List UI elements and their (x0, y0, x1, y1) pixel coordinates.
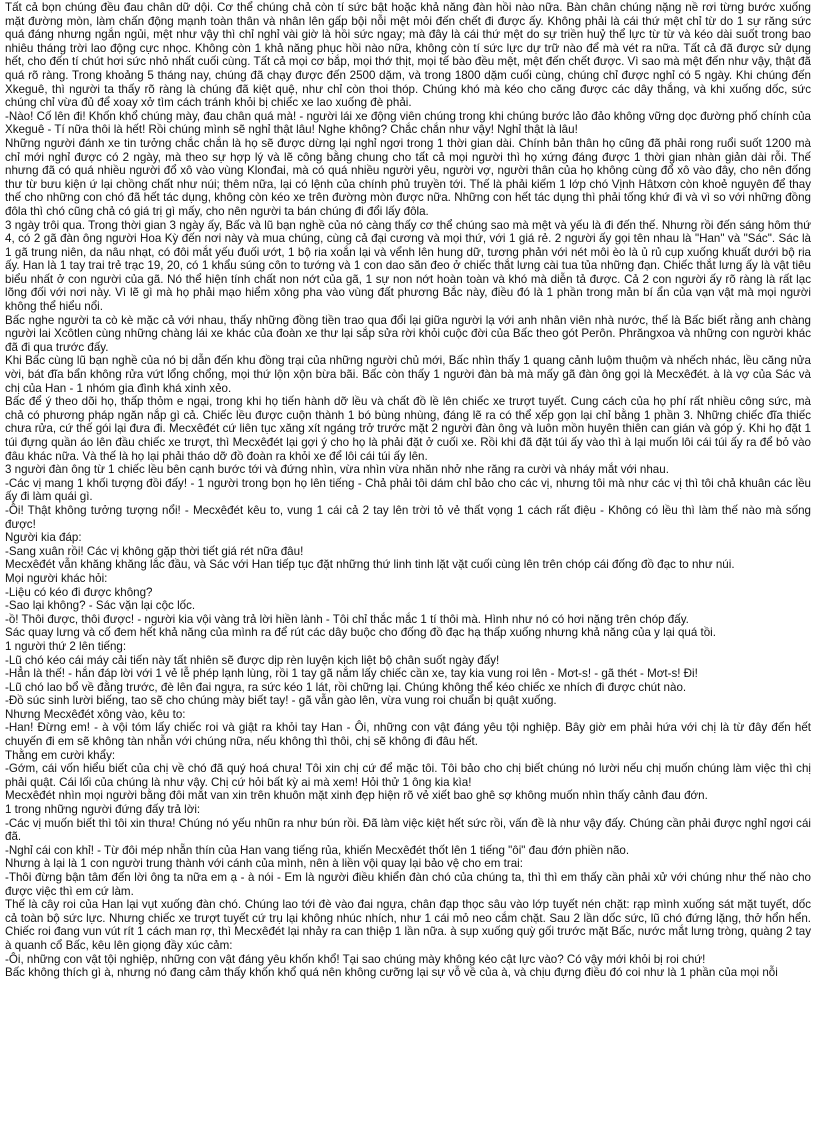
paragraph: Mecxêđét nhìn mọi người bằng đôi mắt van xin trên khuôn mặt xinh đẹp hiện rõ vẻ xiết bao ghê sợ không muốn nhìn thấy cảnh đau đớn. (5, 789, 708, 803)
paragraph: Những người đánh xe tin tưởng chắc chắn là họ sẽ được dừng lại nghỉ ngơi trong 1 thời gian dài. Chính bản thân họ cũng đã phải rong ruổi suốt 1200 mà chỉ mới nghỉ được có 2 ngày, mà theo sự hợp lý và lẽ công bằng chung cho tất cả mọi người thì họ xứng đáng được 1 thời gian nhàn giản dài rỗi. Thế nhưng đã có quá nhiều người đổ xô vào vùng Klonđai, mà có quá nhiều người yêu, người vợ, người thân của họ không cùng đổ xô vào đây, cho nên đống thư từ bưu kiện ứ lại chồng chất như núi; thêm nữa, lại có lệnh của chính phủ truyền tới. Thế là phải kiếm 1 lớp chó Vịnh Hâtxơn còn khoẻ nguyên để thay thế cho những con chó đã hết tác dụng, không còn kéo xe trên đường mòn được nữa. Những con hết tác dụng thì phải tống khứ đi và vì so với những đồng đôla thì chó cũng chả có giá trị gì mấy, cho nên người ta bán chúng đi đổi lấy đôla. (5, 136, 811, 218)
paragraph: Bấc không thích gì à, nhưng nó đang cảm thấy khốn khổ quá nên không cưỡng lại sự vỗ về của à, và chịu đựng điều đó coi như là 1 phần của mọi nỗi (5, 966, 778, 980)
paragraph: -Han! Đừng em! - à vội tóm lấy chiếc roi và giật ra khỏi tay Han - Ôi, những con vật đáng yêu tội nghiệp. Bây giờ em phải hứa với chị là từ đây đến hết chuyến đi em sẽ không tàn nhẫn với chúng nữa, nếu không thì thôi, chị sẽ không đi đâu hết. (5, 721, 811, 749)
paragraph: -Lũ chó lao bổ về đằng trước, đè lên đai ngựa, ra sức kéo 1 lát, rồi chững lại. Chúng không thể kéo chiếc xe nhích đi được chút nào. (5, 680, 687, 694)
paragraph: -Các vị mang 1 khối tượng đồi đấy! - 1 người trong bọn họ lên tiếng - Chả phải tôi dám chỉ bảo cho các vị, nhưng tôi mà như các vị thì tôi chả khuân các lều ấy đi làm quái gì. (5, 476, 811, 504)
paragraph: 3 ngày trôi qua. Trong thời gian 3 ngày ấy, Bấc và lũ bạn nghề của nó càng thấy cơ thể chúng sao mà mệt và yếu là đi đến thế. Nhưng rồi đến sáng hôm thứ 4, có 2 gã đàn ông người Hoa Kỳ đến nơi này và mua chúng, cùng cả đại cương và mọi thứ, với 1 giá rẻ. 2 người ấy gọi tên nhau là "Han" và "Sác". Sác là 1 gã trung niên, da nâu nhạt, có đôi mắt yếu đuối ướt, 1 bộ ria xoắn lại và vểnh lên hung dữ, tương phản với nét môi èo là ủ rủ cụp xuống khuất dưới bộ ria ấy. Han là 1 tay trai trẻ trạc 19, 20, có 1 khẩu súng côn to tướng và 1 con dao săn đeo ở chiếc thắt lưng cài tua tủa những đạn. Chiếc thắt lưng ấy là vật tiêu biểu nhất ở con người của gã. Nó thể hiện tính chất non nớt của gã, 1 sự non nớt hoàn toàn và khó mà diễn tả được. Cả 2 con người ấy rõ ràng là rất lạc lõng đối với nơi này. Vì lẽ gì mà họ phải mạo hiểm xông pha vào vùng đất phương Bắc này, điều đó là 1 phần trong mản bí ẩn của vạn vật mà mọi người không thể hiểu nổi. (5, 218, 811, 314)
paragraph: Bấc nghe người ta cò kè mặc cả với nhau, thấy những đồng tiền trao qua đổi lại giữa người lạ với anh nhân viên nhà nước, thế là Bấc biết rằng anh chàng người lai Xcôtlen cùng những chàng lái xe khác của đoàn xe thư lại sắp sửa rời khỏi cuộc đời của Bấc theo gót Perôn. Phrăngxoa và những con người khác đã đi qua trước đấy. (5, 313, 811, 354)
paragraph: -Nghỉ cái con khỉ! - Từ đôi mép nhẵn thín của Han vang tiếng rủa, khiến Mecxêđét thốt lên 1 tiếng "ôi" đau đớn phiền não. (5, 843, 630, 857)
paragraph: Sác quay lưng và cố đem hết khả năng của mình ra để rút các dây buộc cho đống đồ đạc hạ thấp xuống nhưng khả năng của y lại quá tồi. (5, 626, 716, 640)
paragraph: 1 trong những người đứng đấy trả lời: (5, 803, 201, 817)
paragraph: -Sang xuân rồi! Các vị không gặp thời tiết giá rét nữa đâu! (5, 544, 304, 558)
paragraph: Nhưng Mecxêđét xông vào, kêu to: (5, 707, 186, 721)
paragraph: -Nào! Cố lên đi! Khốn khổ chúng mày, đau chân quá mà! - người lái xe động viên chúng trong khi chúng bước lảo đảo không vững dọc đường phố chính của Xkeguê - Tí nữa thôi là hết! Rồi chúng mình sẽ nghỉ thật lâu! Nghe không? Chắc chắn như vậy! Nghỉ thật là lâu! (5, 109, 811, 137)
paragraph: 1 người thứ 2 lên tiếng: (5, 639, 127, 653)
paragraph: -Hẳn là thế! - hắn đáp lời với 1 vẻ lễ phép lạnh lùng, rồi 1 tay gã nắm lấy chiếc cần xe, tay kia vung roi lên - Mơt-s! - gã thét - Mơt-s! Đi! (5, 667, 698, 681)
paragraph: -Ôi, những con vật tội nghiệp, những con vật đáng yêu khốn khổ! Tại sao chúng mày không kéo cật lực vào? Có vậy mới khỏi bị roi chứ! (5, 952, 706, 966)
paragraph: -Sao lại không? - Sác vặn lại cộc lốc. (5, 599, 196, 613)
paragraph: Khi Bấc cùng lũ bạn nghề của nó bị dẫn đến khu đồng trại của những người chủ mới, Bấc nhìn thấy 1 quang cảnh luộm thuộm và nhếch nhác, lều căng nửa vời, bát đĩa bẩn không rửa vứt lổng chổng, mọi thứ lộn xộn bừa bãi. Bấc còn thấy 1 người đàn bà mà mấy gã đàn ông gọi là Mecxêđét. à là vợ của Sác và chị của Han - 1 nhóm gia đình khá xinh xẻo. (5, 354, 811, 395)
paragraph: Tất cả bọn chúng đều đau chân dữ dội. Cơ thể chúng chả còn tí sức bật hoặc khả năng đàn hồi nào nữa. Bàn chân chúng nặng nề rơi từng bước xuống mặt đường mòn, làm chấn động mạnh toàn thân và nhân lên gấp bội nỗi mệt mỏi đến chết đi được ấy. Không phải là cái thứ mệt chỉ từ do 1 sự răng sức quá đáng nhưng ngắn ngủi, mệt như vậy thì chỉ nghỉ vài giờ là hồi sức ngay; mà đây là cái thứ mệt do sự triền huỷ thể lực từ từ và kéo dài suốt trong bao nhiêu tháng trời lao động cực nhọc. Không còn 1 khả năng phục hồi nào nữa, không còn tí sức lực dự trữ nào để mà vét ra nữa. Tất cả đã được sử dụng hết, cho đến tí chút hơi sức nhỏ nhất cuối cùng. Tất cả mọi cơ bắp, mọi thớ thịt, mọi tế bào đều mệt, mệt đến chết được. Vì sao mà mệt đến như vậy, thật đã quá rõ ràng. Trong khoảng 5 tháng nay, chúng đã chạy được đến 2500 dặm, và trong 1800 dặm cuối cùng, chúng chỉ được nghỉ có 5 ngày. Khi chúng đến Xkeguê, thì người ta thấy rõ ràng là chúng đã kiệt quệ, như chỉ còn thoi thóp. Chúng khó mà kéo cho căng được các dây thắng, và khi xuống dốc, sức chúng chỉ vừa đủ để xoay xở tìm cách tránh khỏi bị chiếc xe lao xuống đè phải. (5, 1, 811, 110)
paragraph: -Các vị muốn biết thì tôi xin thưa! Chúng nó yếu nhũn ra như bún rồi. Đã làm việc kiệt hết sức rồi, vấn đề là như vậy đấy. Chúng cần phải được nghỉ ngơi cái đã. (5, 816, 811, 844)
paragraph: -Đồ súc sinh lười biếng, tao sẽ cho chúng mày biết tay! - gã vẫn gào lên, vừa vung roi chuẩn bị quật xuống. (5, 694, 557, 708)
paragraph: -Gớm, cái vốn hiểu biết của chị về chó đã quý hoá chưa! Tôi xin chị cứ để mặc tôi. Tôi bảo cho chị biết chúng nó lười nếu chị muốn chúng làm việc thì chị phải quật. Cái lối của chúng là như vậy. Chị cứ hỏi bất kỳ ai mà xem! Hỏi thử 1 ông kia kìa! (5, 762, 811, 789)
paragraph: -ồ! Thôi được, thôi được! - người kia vội vàng trả lời hiền lành - Tôi chỉ thắc mắc 1 tí thôi mà. Hình như nó có hơi nặng trên chóp đấy. (5, 612, 689, 626)
paragraph: Thằng em cười khẩy: (5, 748, 116, 762)
paragraph: Mecxêđét vẫn khăng khăng lắc đầu, và Sác với Han tiếp tục đặt những thứ linh tinh lặt vặt cuối cùng lên trên chóp cái đống đồ đạc to như núi. (5, 558, 735, 572)
paragraph: Mọi người khác hỏi: (5, 571, 108, 585)
paragraph: Thế là cây roi của Han lại vụt xuống đàn chó. Chúng lao tới đè vào đai ngựa, chân đạp thọc sâu vào lớp tuyết nén chặt: rạp mình xuống sát mặt tuyết, dốc cả toàn bộ sức lực. Nhưng chiếc xe trượt tuyết cứ trụ lại không nhúc nhích, như 1 cái mỏ neo cắm chặt. Sau 2 lần dốc sức, lũ chó đứng lặng, thở hổn hển. Chiếc roi đang vun vút rít 1 cách man rợ, thì Mecxêđét lại nhảy ra can thiệp 1 lần nữa. à sụp xuống quỳ gối trước mặt Bấc, nước mắt lưng tròng, quàng 2 tay à quanh cổ Bấc, kêu lên giọng đầy xúc cảm: (5, 898, 811, 952)
paragraph: -Lũ chó kéo cái máy cải tiến này tất nhiên sẽ được dịp rèn luyện kịch liệt bộ chân suốt ngày đấy! (5, 653, 500, 667)
paragraph: Bấc để ý theo dõi họ, thấp thỏm e ngại, trong khi họ tiến hành dỡ lều và chất đồ lề lên chiếc xe trượt tuyết. Cung cách của họ phí rất nhiều công sức, mà chả có phương pháp ngăn nắp gì cả. Chiếc lều được cuộn thành 1 bó bùng nhùng, đáng lẽ ra có thể xếp gọn lại chỉ bằng 1 phần 3. Những chiếc đĩa thiếc chưa rửa, cứ thế gói lại đưa đi. Mecxêđét cứ liên tục xăng xít ngáng trở trước mặt 2 người đàn ông và luôn mồn huyên thiên can gián và góp ý. Khi họ đặt 1 túi đựng quần áo lên đầu chiếc xe trượt, thì Mecxêđét lại gợi ý cho họ là phải đặt ở cuối xe. Rồi khi đã đặt túi ấy vào thì à lại muốn lôi cái túi ấy ra để bỏ vào đâu khác nữa. Và thế là họ lại phải tháo dỡ đồ đoàn ra khỏi xe để lôi cái túi ấy lên. (5, 395, 811, 463)
paragraph: -Ôi! Thật không tưởng tượng nổi! - Mecxêđét kêu to, vung 1 cái cả 2 tay lên trời tỏ vẻ thất vọng 1 cách rất điệu - Không có lều thì làm thế nào mà sống được! (5, 503, 811, 531)
paragraph: -Liệu có kéo đi được không? (5, 585, 153, 599)
paragraph: Nhưng à lại là 1 con người trung thành với cánh của mình, nên à liền vội quay lại bảo vệ cho em trai: (5, 857, 523, 871)
paragraph: 3 người đàn ông từ 1 chiếc lều bên cạnh bước tới và đứng nhìn, vừa nhìn vừa nhăn nhở nhe răng ra cười và nháy mắt với nhau. (5, 463, 669, 477)
paragraph: -Thôi đừng bận tâm đến lời ông ta nữa em ạ - à nói - Em là người điều khiển đàn chó của chúng ta, thì thì em thấy cần phải xử với chúng như thế nào cho được việc thì em cứ làm. (5, 871, 811, 898)
paragraph: Người kia đáp: (5, 531, 82, 545)
